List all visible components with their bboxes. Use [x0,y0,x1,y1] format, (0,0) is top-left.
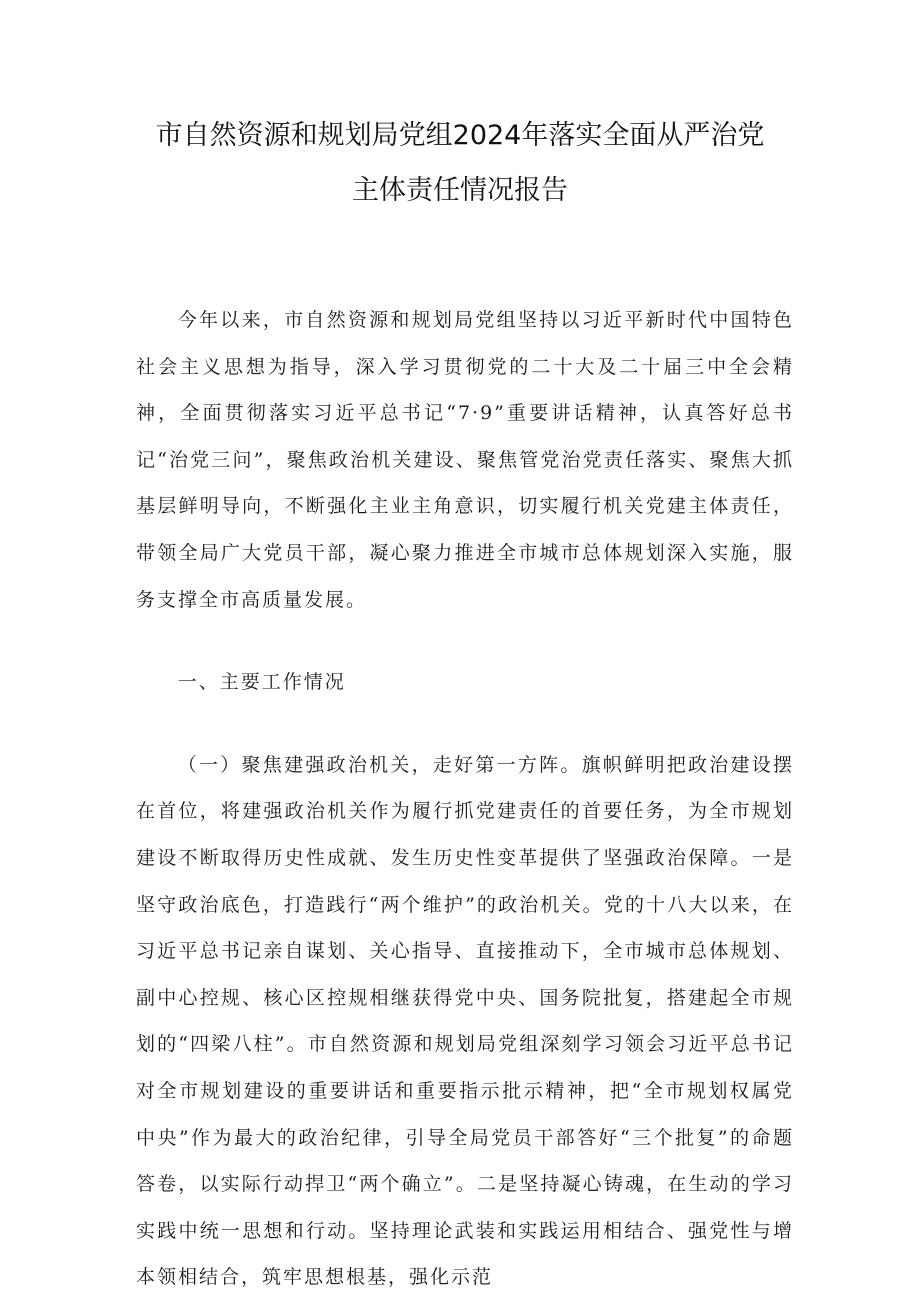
document-title-line2: 主体责任情况报告 [352,175,568,206]
document-body [136,297,794,1301]
intro-paragraph: 今年以来，市自然资源和规划局党组坚持以习近平新时代中国特色社会主义思想为指导，深入学习贯彻党的二十大及二十届三中全会精神，全面贯彻落实习近平总书记“7·9”重要讲话精神，认真答好总书记“治党三问”，聚焦政治机关建设、聚焦管党治党责任落实、聚焦大抓基层鲜明导向，不断强化主业主角意识，切实履行机关党建主体责任，带领全局广大党员干部，凝心聚力推进全市城市总体规划深入实施，服务支撑全市高质量发展。 [136,309,794,611]
document-title-line1: 市自然资源和规划局党组2024年落实全面从严治党 [155,120,765,151]
paragraph-spacer [136,623,794,659]
section1-paragraph: （一）聚焦建强政治机关，走好第一方阵。旗帜鲜明把政治建设摆在首位，将建强政治机关作为履行抓党建责任的首要任务，为全市规划建设不断取得历史性成就、发生历史性变革提供了坚强政治保障。一是坚守政治底色，打造践行“两个维护”的政治机关。党的十八大以来，在习近平总书记亲自谋划、关心指导、直接推动下，全市城市总体规划、副中心控规、核心区控规相继获得党中央、国务院批复，搭建起全市规划的“四梁八柱”。市自然资源和规划局党组深刻学习领会习近平总书记对全市规划建设的重要讲话和重要指示批示精神，把“全市规划权属党中央”作为最大的政治纪律，引导全局党员干部答好“三个批复”的命题答卷，以实际行动捍卫“两个确立”。二是坚持凝心铸魂，在生动的学习实践中统一思想和行动。坚持理论武装和实践运用相结合、强党性与增本领相结合，筑牢思想根基，强化示范 [136,753,794,1289]
paragraph-spacer [136,706,794,742]
section-heading: 一、主要工作情况 [177,671,346,694]
